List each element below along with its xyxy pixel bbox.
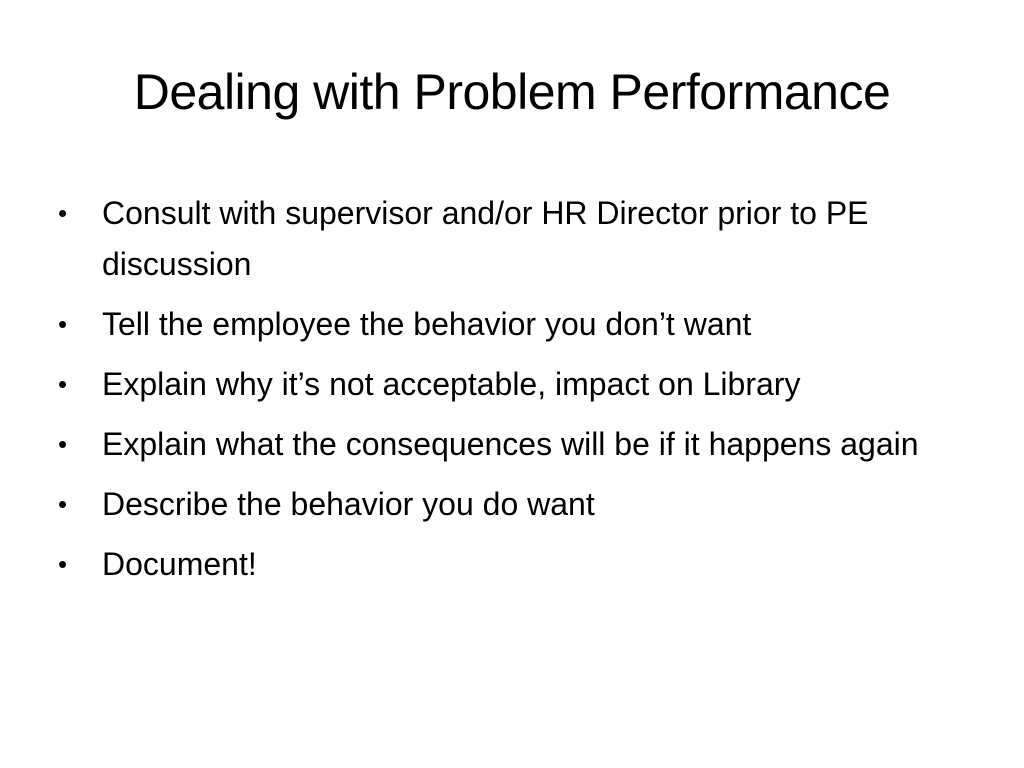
bullet-item	[58, 479, 978, 530]
bullet-item	[58, 359, 978, 410]
bullet-text: Tell the employee the behavior you don’t want	[102, 306, 752, 342]
bullet-text: Document!	[102, 546, 257, 582]
slide-title: Dealing with Problem Performance	[133, 64, 891, 120]
bullet-text: Explain what the consequences will be if it happens again	[102, 426, 919, 462]
bullet-item	[58, 539, 978, 590]
bullet-list	[58, 188, 978, 599]
bullet-icon: •	[58, 549, 68, 579]
bullet-text: Consult with supervisor and/or HR Director prior to PE discussion	[102, 195, 869, 282]
bullet-icon: •	[58, 369, 68, 399]
bullet-icon: •	[58, 429, 68, 459]
bullet-item	[58, 188, 978, 290]
bullet-text: Explain why it’s not acceptable, impact on Library	[102, 366, 801, 402]
bullet-icon: •	[58, 309, 68, 339]
bullet-item	[58, 419, 978, 470]
bullet-icon: •	[58, 198, 68, 228]
bullet-icon: •	[58, 489, 68, 519]
bullet-text: Describe the behavior you do want	[102, 486, 595, 522]
bullet-item	[58, 299, 978, 350]
